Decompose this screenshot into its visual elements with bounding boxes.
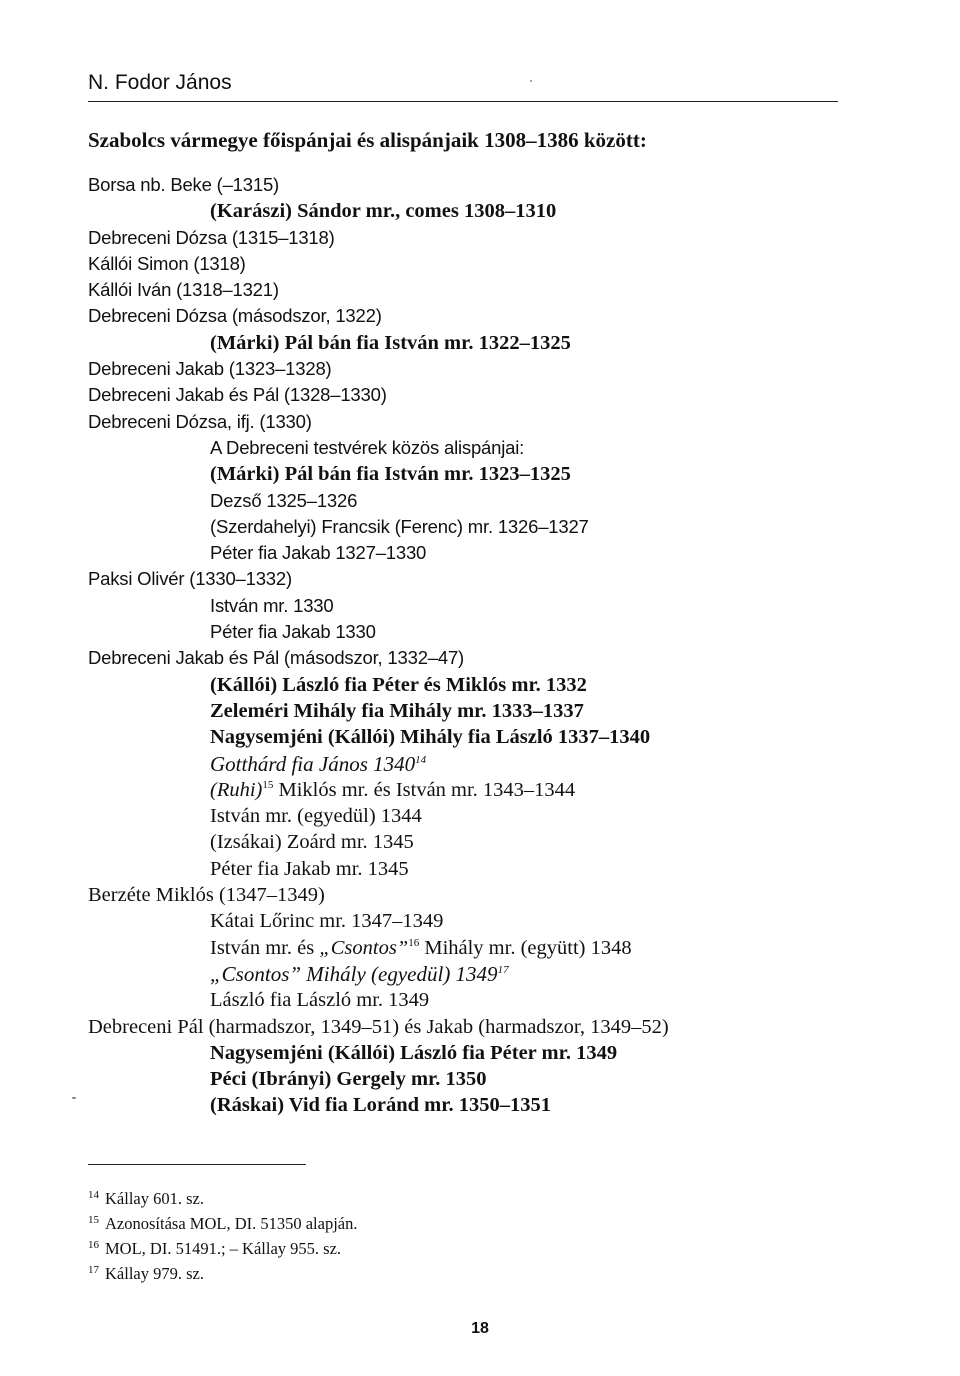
line-text: Kállói Simon (1318) (88, 252, 246, 274)
footnote (88, 1261, 688, 1286)
footnote (88, 1211, 688, 1236)
list-line (88, 777, 888, 803)
line-text: Nagysemjéni (Kállói) Mihály fia László 1337–1340 (210, 726, 651, 749)
italic-prefix: (Ruhi) (210, 778, 263, 801)
line-text: Berzéte Miklós (1347–1349) (88, 884, 325, 907)
list-line (88, 961, 888, 987)
scan-speck (530, 80, 532, 82)
line-text: Debreceni Jakab (1323–1328) (88, 358, 332, 380)
line-text: Nagysemjéni (Kállói) László fia Péter mr. 1349 (210, 1041, 618, 1064)
footnote-text: Kállay 979. sz. (105, 1264, 204, 1283)
list-line (88, 566, 888, 592)
line-text: László fia László mr. 1349 (210, 989, 430, 1012)
line-text: Miklós mr. és István mr. 1343–1344 (273, 778, 576, 801)
text-before: István mr. és (210, 936, 320, 959)
line-text: István mr. (egyedül) 1344 (210, 805, 422, 828)
footnote-number: 17 (88, 1264, 99, 1276)
footnote (88, 1186, 688, 1211)
list-line (88, 198, 888, 224)
list-line (88, 1066, 888, 1092)
list-line (88, 935, 888, 961)
list-line (88, 251, 888, 277)
line-text: Debreceni Dózsa, ifj. (1330) (88, 410, 312, 432)
list-line (88, 724, 888, 750)
footnote-rule (88, 1164, 306, 1165)
list-line (88, 987, 888, 1013)
list-line (88, 619, 888, 645)
line-text: István mr. 1330 (210, 594, 334, 616)
line-text: Paksi Olivér (1330–1332) (88, 568, 292, 590)
line-text: (Karászi) Sándor mr., comes 1308–1310 (210, 200, 557, 223)
line-text: Mihály mr. (együtt) 1348 (419, 936, 632, 959)
footnote-ref: 16 (408, 936, 420, 949)
footnote-text: Azonosítása MOL, DI. 51350 alapján. (105, 1214, 358, 1233)
list-line (88, 1014, 888, 1040)
line-text: „Csontos” Mihály (egyedül) 1349 (210, 961, 498, 986)
footnote-ref: 15 (262, 778, 274, 791)
footnote-ref: 14 (415, 753, 427, 766)
list-line (88, 540, 888, 566)
list-line (88, 882, 888, 908)
running-header: N. Fodor János (88, 71, 232, 94)
footnotes (88, 1186, 688, 1286)
list-line (88, 382, 888, 408)
line-text: Péter fia Jakab mr. 1345 (210, 857, 409, 880)
line-text: Debreceni Dózsa (másodszor, 1322) (88, 305, 382, 327)
line-text: Debreceni Dózsa (1315–1318) (88, 226, 335, 248)
footnote-number: 14 (88, 1189, 99, 1201)
footnote-ref: 17 (497, 963, 509, 976)
list-line (88, 698, 888, 724)
section-title: Szabolcs vármegye főispánjai és alispánjaik 1308–1386 között: (88, 128, 647, 152)
list-line (88, 908, 888, 934)
list-line (88, 829, 888, 855)
list-line (88, 645, 888, 671)
line-text: Péter fia Jakab 1330 (210, 621, 376, 643)
list-line (88, 803, 888, 829)
list-line (88, 488, 888, 514)
list-line (88, 330, 888, 356)
line-text: Kátai Lőrinc mr. 1347–1349 (210, 910, 444, 933)
list-line (88, 856, 888, 882)
list-line (88, 277, 888, 303)
line-text: (Ráskai) Vid fia Loránd mr. 1350–1351 (210, 1094, 551, 1117)
list-line (88, 514, 888, 540)
line-text: Debreceni Jakab és Pál (1328–1330) (88, 384, 387, 406)
footnote (88, 1236, 688, 1261)
footnote-number: 16 (88, 1239, 99, 1251)
line-text: Dezső 1325–1326 (210, 489, 358, 511)
line-text: Zeleméri Mihály fia Mihály mr. 1333–1337 (210, 699, 584, 722)
footnote-text: Kállay 601. sz. (105, 1189, 204, 1208)
footnote-number: 15 (88, 1214, 99, 1226)
list-line (88, 461, 888, 487)
office-holder-list (88, 172, 888, 1119)
list-line (88, 225, 888, 251)
list-line (88, 172, 888, 198)
line-text: (Kállói) László fia Péter és Miklós mr. 1332 (210, 673, 587, 696)
line-text: (Szerdahelyi) Francsik (Ferenc) mr. 1326–1327 (210, 515, 589, 537)
list-line (88, 1092, 888, 1118)
line-text: A Debreceni testvérek közös alispánjai: (210, 436, 525, 458)
line-text: Debreceni Jakab és Pál (másodszor, 1332–47) (88, 647, 465, 669)
line-text: (Izsákai) Zoárd mr. 1345 (210, 831, 414, 854)
list-line (88, 356, 888, 382)
list-line (88, 751, 888, 777)
page-number: 18 (471, 1320, 489, 1337)
list-line (88, 409, 888, 435)
scan-speck (72, 1097, 76, 1099)
line-text: Debreceni Pál (harmadszor, 1349–51) és Jakab (harmadszor, 1349–52) (88, 1015, 669, 1038)
italic-name: „Csontos” (319, 936, 409, 959)
list-line (88, 672, 888, 698)
line-text: Péci (Ibrányi) Gergely mr. 1350 (210, 1068, 487, 1091)
list-line (88, 1040, 888, 1066)
line-text: (Márki) Pál bán fia István mr. 1322–1325 (210, 331, 571, 354)
line-text: Kállói Iván (1318–1321) (88, 279, 279, 301)
line-text: Gotthárd fia János 1340 (210, 751, 416, 776)
list-line (88, 303, 888, 329)
list-line (88, 593, 888, 619)
line-text: Péter fia Jakab 1327–1330 (210, 542, 427, 564)
footnote-text: MOL, DI. 51491.; – Kállay 955. sz. (105, 1239, 342, 1258)
line-text: (Márki) Pál bán fia István mr. 1323–1325 (210, 463, 571, 486)
header-rule (88, 101, 838, 102)
line-text: Borsa nb. Beke (–1315) (88, 174, 279, 195)
list-line (88, 435, 888, 461)
